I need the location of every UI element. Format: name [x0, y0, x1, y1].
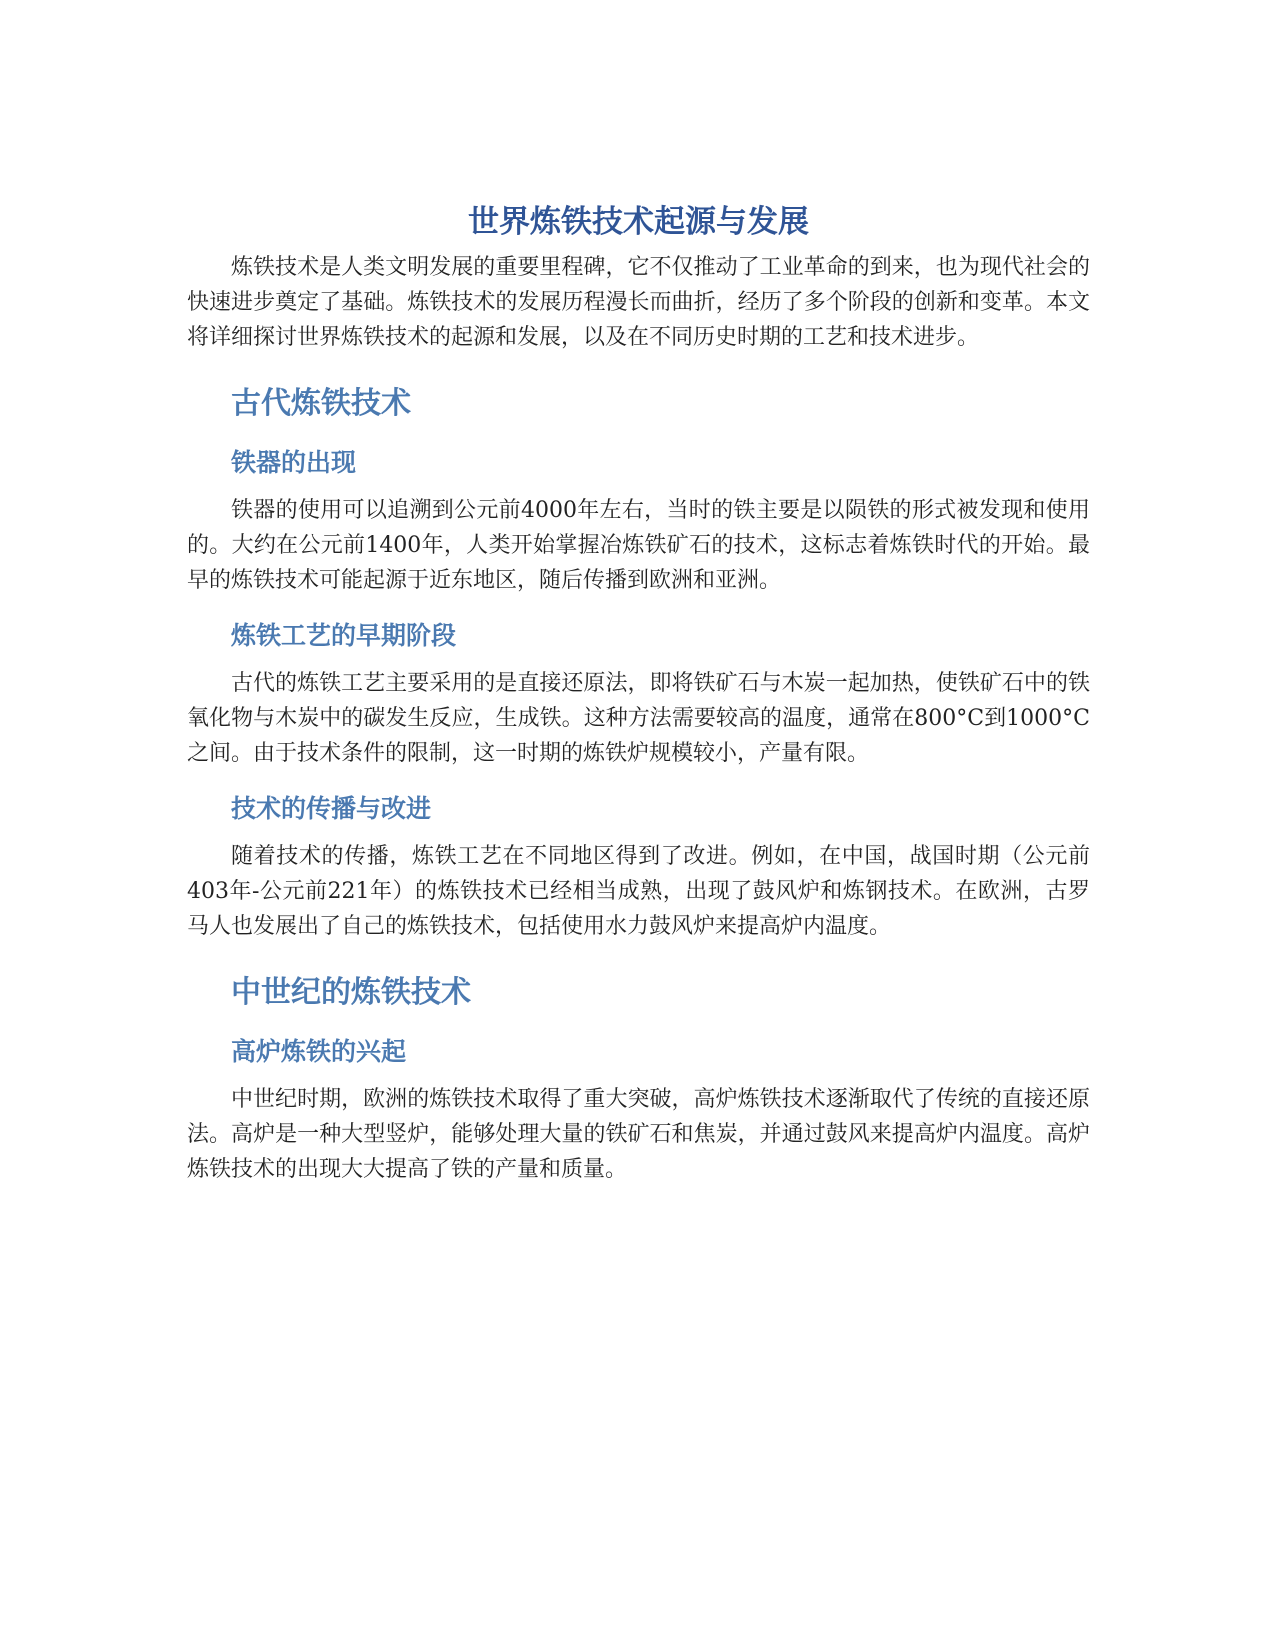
- section-heading-medieval: 中世纪的炼铁技术: [231, 975, 471, 1010]
- subsection-heading-spread-improvement: 技术的传播与改进: [231, 794, 432, 823]
- subsection-heading-iron-appearance: 铁器的出现: [231, 448, 357, 477]
- paragraph-blast-furnace: 中世纪时期，欧洲的炼铁技术取得了重大突破，高炉炼铁技术逐渐取代了传统的直接还原法。高炉是一种大型竖炉，能够处理大量的铁矿石和焦炭，并通过鼓风来提高炉内温度。高炉炼铁技术的出现大大提高了铁的产量和质量。: [187, 1087, 1090, 1182]
- intro-paragraph: 炼铁技术是人类文明发展的重要里程碑，它不仅推动了工业革命的到来，也为现代社会的快速进步奠定了基础。炼铁技术的发展历程漫长而曲折，经历了多个阶段的创新和变革。本文将详细探讨世界炼铁技术的起源和发展，以及在不同历史时期的工艺和技术进步。: [187, 255, 1090, 350]
- section-heading-ancient: 古代炼铁技术: [231, 386, 411, 421]
- paragraph-spread-improvement: 随着技术的传播，炼铁工艺在不同地区得到了改进。例如，在中国，战国时期（公元前403年-公元前221年）的炼铁技术已经相当成熟，出现了鼓风炉和炼钢技术。在欧洲，古罗马人也发展出了自己的炼铁技术，包括使用水力鼓风炉来提高炉内温度。: [187, 844, 1090, 939]
- paragraph-early-stage: 古代的炼铁工艺主要采用的是直接还原法，即将铁矿石与木炭一起加热，使铁矿石中的铁氧化物与木炭中的碳发生反应，生成铁。这种方法需要较高的温度，通常在800°C到1000°C之间。由于技术条件的限制，这一时期的炼铁炉规模较小，产量有限。: [187, 671, 1090, 766]
- paragraph-iron-appearance: 铁器的使用可以追溯到公元前4000年左右，当时的铁主要是以陨铁的形式被发现和使用的。大约在公元前1400年，人类开始掌握冶炼铁矿石的技术，这标志着炼铁时代的开始。最早的炼铁技术可能起源于近东地区，随后传播到欧洲和亚洲。: [187, 498, 1090, 593]
- document-content: [187, 200, 1090, 1187]
- subsection-heading-blast-furnace: 高炉炼铁的兴起: [231, 1037, 407, 1066]
- document-title: 世界炼铁技术起源与发展: [468, 204, 809, 240]
- subsection-heading-early-stage: 炼铁工艺的早期阶段: [231, 621, 457, 650]
